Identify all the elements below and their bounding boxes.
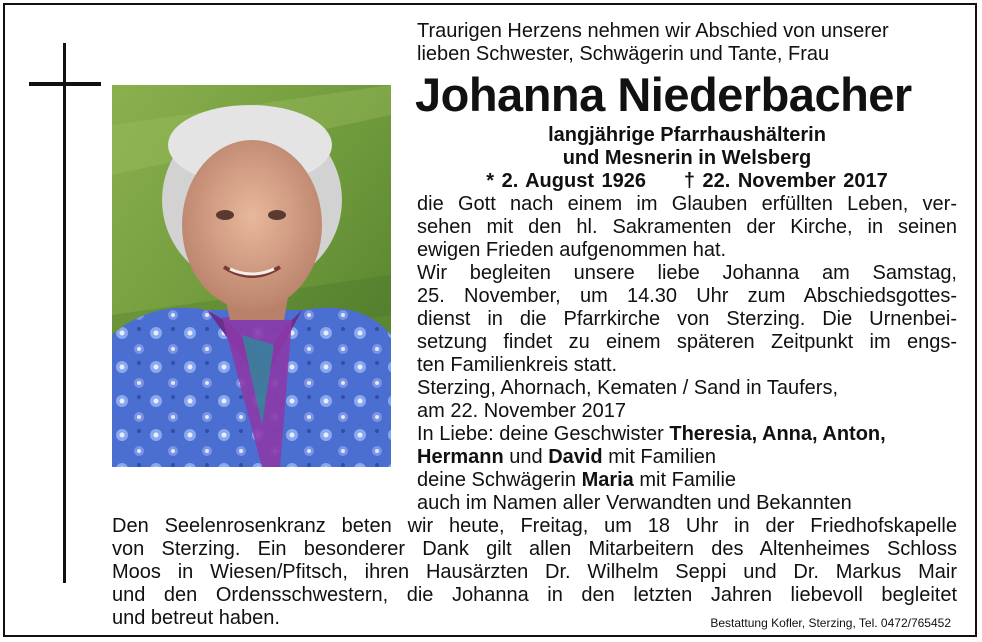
- funeral-home-credit: Bestattung Kofler, Sterzing, Tel. 0472/765452: [710, 616, 951, 630]
- text-line: und betreut haben.: [112, 607, 280, 629]
- family-name: David: [548, 446, 603, 468]
- intro-text: [417, 20, 889, 66]
- intro-line: lieben Schwester, Schwägerin und Tante, Frau: [417, 43, 830, 65]
- paragraph-service: [417, 262, 957, 377]
- title-line: langjährige Pfarrhaushälterin: [548, 124, 826, 146]
- text-line: von Sterzing. Ein besonderer Dank gilt allen Mitarbeitern des Altenheimes Schloss: [112, 538, 957, 560]
- family-text: und: [503, 446, 549, 468]
- rosary-thanks-paragraph: [112, 515, 957, 630]
- family-line: [417, 446, 886, 469]
- text-line: Wir begleiten unsere liebe Johanna am Samstag,: [417, 262, 957, 284]
- death-date: † 22. November 2017: [683, 170, 888, 192]
- text-line: dienst in die Pfarrkirche von Sterzing. Die Urnenbei-: [417, 308, 957, 330]
- text-line: Den Seelenrosenkranz beten wir heute, Freitag, um 18 Uhr in der Friedhofskapelle: [112, 515, 957, 537]
- family-text: mit Familie: [633, 469, 737, 491]
- family-name: Hermann: [417, 446, 504, 468]
- family-text: mit Familien: [602, 446, 717, 468]
- intro-line: Traurigen Herzens nehmen wir Abschied von unserer: [417, 20, 889, 42]
- birth-date: * 2. August 1926: [486, 170, 647, 192]
- family-text: deine Schwägerin: [417, 469, 582, 491]
- text-line: Moos in Wiesen/Pfitsch, ihren Hausärzten Dr. Wilhelm Seppi und Dr. Markus Mair: [112, 561, 957, 583]
- deceased-name: Johanna Niederbacher: [415, 68, 912, 121]
- occupation-title: [417, 124, 957, 170]
- family-names: Theresia, Anna, Anton,: [669, 423, 886, 445]
- text-line: 25. November, um 14.30 Uhr zum Abschiedsgottes-: [417, 285, 957, 307]
- family-line: [417, 423, 886, 446]
- family-mourners: [417, 423, 886, 515]
- text-line: die Gott nach einem im Glauben erfüllten Leben, ver-: [417, 193, 957, 215]
- family-line: auch im Namen aller Verwandten und Bekannten: [417, 492, 852, 514]
- paragraph-faith: [417, 193, 957, 262]
- life-dates: [417, 170, 957, 193]
- family-line: [417, 469, 886, 492]
- text-line: sehen mit den hl. Sakramenten der Kirche, in seinen: [417, 216, 957, 238]
- portrait-photo: [112, 85, 391, 467]
- date-line: am 22. November 2017: [417, 400, 627, 422]
- place-line: Sterzing, Ahornach, Kematen / Sand in Taufers,: [417, 377, 838, 399]
- text-line: ewigen Frieden aufgenommen hat.: [417, 239, 727, 261]
- family-name: Maria: [581, 469, 634, 491]
- text-line: und den Ordensschwestern, die Johanna in den letzten Jahren liebevoll begleitet: [112, 584, 957, 606]
- place-date: [417, 377, 838, 423]
- text-line: setzung findet zu einem späteren Zeitpunkt im engs-: [417, 331, 957, 353]
- obituary-notice: [3, 3, 977, 637]
- text-line: ten Familienkreis statt.: [417, 354, 618, 376]
- title-line: und Mesnerin in Welsberg: [562, 147, 812, 169]
- family-text: In Liebe: deine Geschwister: [417, 423, 670, 445]
